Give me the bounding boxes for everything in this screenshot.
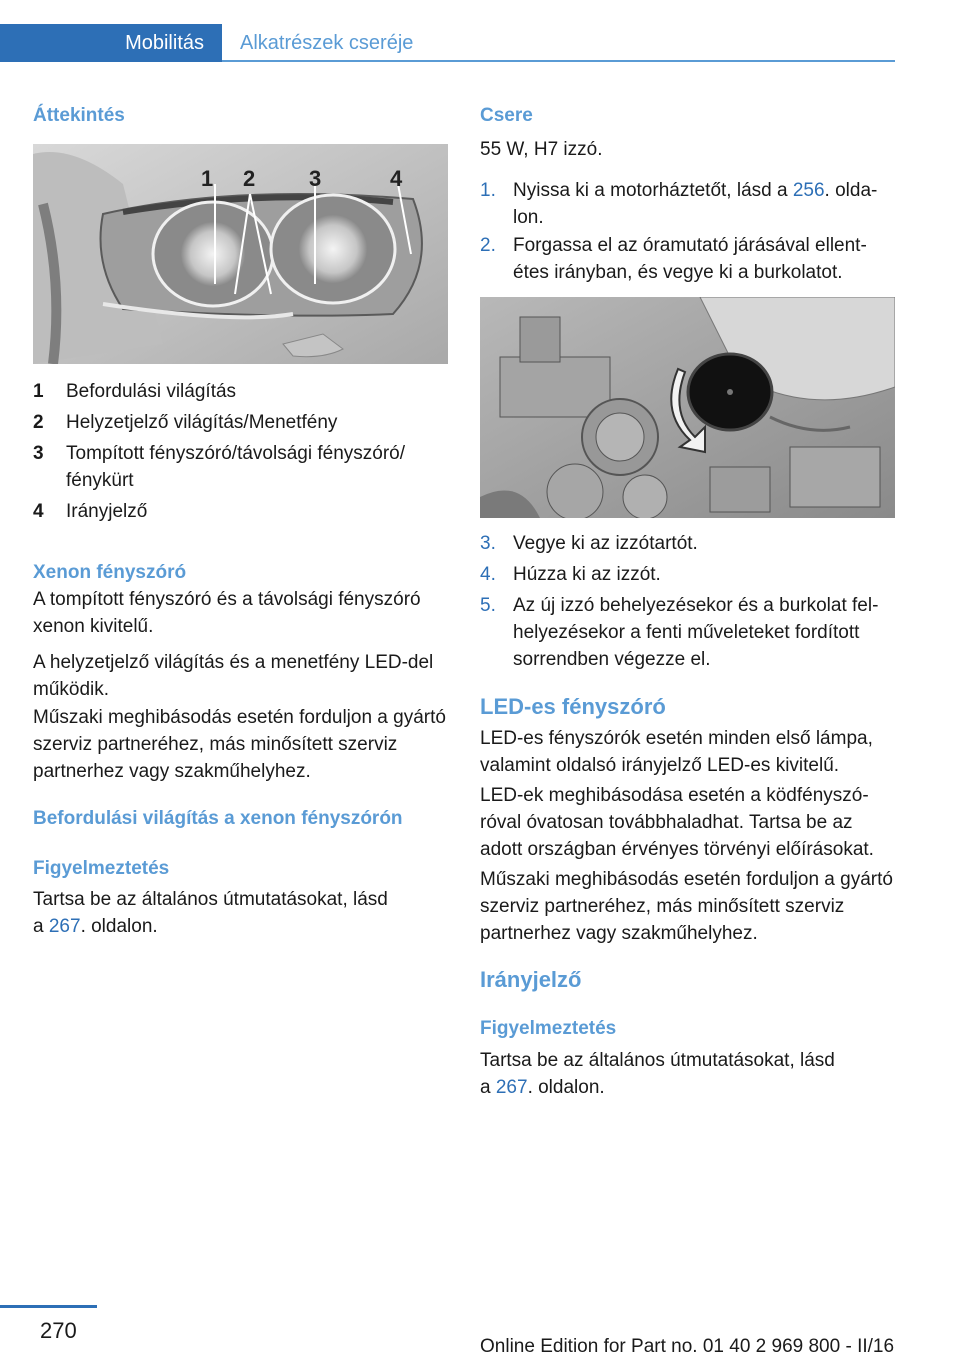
- step-number: 2.: [480, 235, 496, 256]
- replace-heading: Csere: [480, 105, 533, 126]
- xenon-paragraph-3: Műszaki meghibásodás esetén forduljon a gyártó szerviz partneréhez, más minősített szerviz partnerhez vagy szakműhelyhez.: [33, 707, 446, 782]
- tab-alkatreszek-cserje[interactable]: Alkatrészek cseréje: [240, 32, 414, 54]
- xenon-paragraph-2: A helyzetjelző világítás és a menetfény LED-del működik.: [33, 652, 434, 700]
- step-number: 5.: [480, 595, 496, 616]
- legend-text: Helyzetjelző világítás/Menetfény: [66, 412, 338, 433]
- edition-footer: Online Edition for Part no. 01 40 2 969 800 - II/16: [480, 1336, 895, 1357]
- xenon-paragraph-1: A tompított fényszóró és a távolsági fényszóró xenon kivitelű.: [33, 589, 421, 637]
- engine-bay-illustration: [480, 297, 895, 518]
- warning-text-suffix: . oldalon.: [80, 916, 158, 937]
- step-text-b: . olda- lon.: [513, 180, 878, 228]
- warning-text-line-2: [33, 913, 448, 940]
- legend-number: 1: [33, 381, 44, 402]
- step-text: [513, 177, 895, 231]
- indicator-heading: Irányjelző: [480, 967, 582, 992]
- step-text: Az új izzó behelyezésekor és a burkolat fel- helyezésekor a fenti műveleteket fordított sorrendben végezze el.: [513, 595, 879, 670]
- step-text: Vegye ki az izzótartót.: [513, 533, 698, 554]
- page-link-267[interactable]: 267: [48, 916, 81, 937]
- warning-text-line-1: Tartsa be az általános útmutatásokat, lásd: [33, 889, 388, 910]
- legend-number: 2: [33, 412, 44, 433]
- footer-accent-line: [0, 1305, 97, 1308]
- led-heading: LED-es fényszóró: [480, 694, 666, 719]
- warning-text-suffix: . oldalon.: [527, 1077, 605, 1098]
- led-paragraph-1: LED-es fényszórók esetén minden első lámpa, valamint oldalsó irányjelző LED-es kivitelű.: [480, 728, 873, 776]
- legend-text: Irányjelző: [66, 501, 148, 522]
- step-text: Forgassa el az óramutató járásával ellent- étes irányban, és vegye ki a burkolatot.: [513, 235, 867, 283]
- warning-text-prefix: a: [480, 1077, 496, 1098]
- header-tabs: [0, 24, 895, 62]
- step-text-a: Nyissa ki a motorháztetőt, lásd a: [513, 180, 793, 201]
- step-number: 1.: [480, 180, 496, 201]
- legend-text: Tompított fényszóró/távolsági fényszóró/ fénykürt: [66, 443, 405, 491]
- warning-text-line-1: Tartsa be az általános útmutatásokat, lásd: [480, 1050, 835, 1071]
- overview-heading: Áttekintés: [33, 105, 125, 126]
- warning-heading: Figyelmeztetés: [480, 1018, 617, 1039]
- led-paragraph-2: LED-ek meghibásodása esetén a ködfényszó- róval óvatosan továbbhaladhat. Tartsa be az adott országban érvényes törvényi előírásokat.: [480, 785, 874, 860]
- page-link-256[interactable]: 256: [792, 180, 825, 201]
- callout-2: 2: [243, 166, 256, 191]
- warning-text-line-2: [480, 1074, 895, 1101]
- tab-mobilitas[interactable]: Mobilitás: [0, 24, 222, 62]
- legend-number: 3: [33, 443, 44, 464]
- callout-1: 1: [201, 166, 214, 191]
- page-number: 270: [40, 1318, 77, 1343]
- headlight-illustration: [33, 144, 448, 364]
- engine-bay-photo: [480, 297, 895, 518]
- callout-3: 3: [309, 166, 322, 191]
- legend-text: Befordulási világítás: [66, 381, 237, 402]
- step-text: Húzza ki az izzót.: [513, 564, 661, 585]
- warning-heading: Figyelmeztetés: [33, 858, 170, 879]
- warning-text-prefix: a: [33, 916, 49, 937]
- replace-subtitle: 55 W, H7 izzó.: [480, 139, 603, 160]
- led-paragraph-3: Műszaki meghibásodás esetén forduljon a gyártó szerviz partneréhez, más minősített szerviz partnerhez vagy szakműhelyhez.: [480, 869, 893, 944]
- cornering-light-heading: Befordulási világítás a xenon fényszórón: [33, 808, 403, 829]
- legend-number: 4: [33, 501, 44, 522]
- step-number: 4.: [480, 564, 496, 585]
- xenon-heading: Xenon fényszóró: [33, 562, 187, 583]
- step-number: 3.: [480, 533, 496, 554]
- page-link-267[interactable]: 267: [495, 1077, 528, 1098]
- callout-4: 4: [390, 166, 403, 191]
- tab-underline: [222, 60, 895, 62]
- headlight-diagram: [33, 144, 448, 364]
